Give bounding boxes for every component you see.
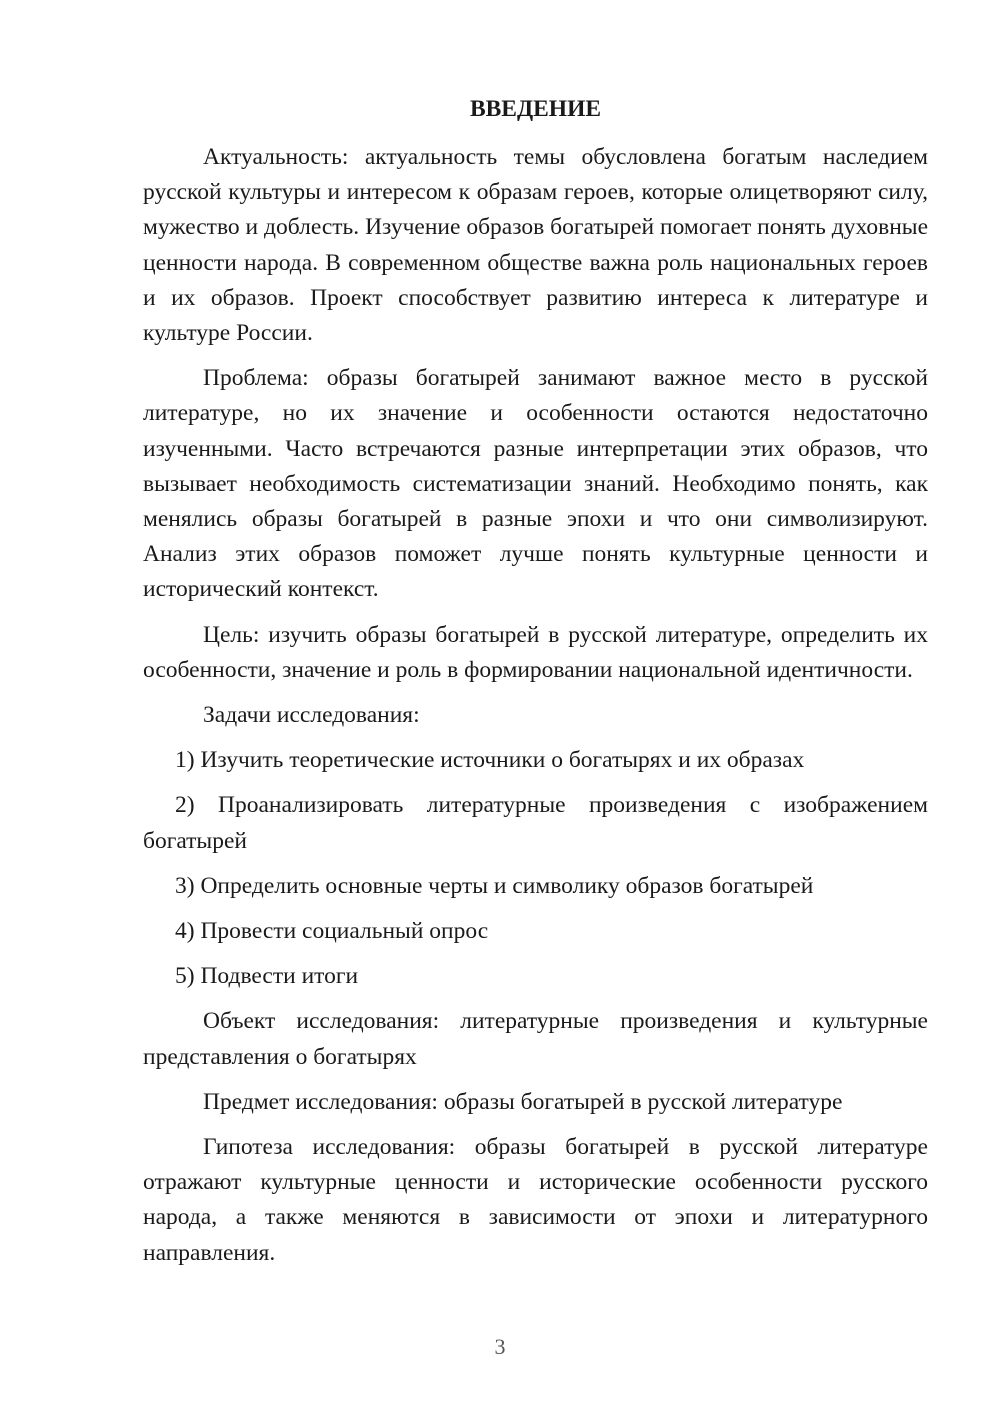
task-item: 5) Подвести итоги (175, 963, 359, 990)
subject-paragraph: Предмет исследования: образы богатырей в русской литературе (203, 1088, 843, 1115)
section-title: ВВЕДЕНИЕ (469, 96, 602, 122)
task-item: 3) Определить основные черты и символику образов богатырей (175, 872, 814, 899)
hypothesis-paragraph: Гипотеза исследования: образы богатырей в русской литературе отражают культурные ценности и исторические особенности русского народа, а также меняются в зависимости от эпохи и литературного направления. (143, 1134, 928, 1266)
document-page (143, 92, 928, 1281)
problem-paragraph: Проблема: образы богатырей занимают важное место в русской литературе, но их значение и особенности остаются недостаточно изученными. Часто встречаются разные интерпретации этих образов, что вызывает необходимость систематизации знаний. Необходимо понять, как менялись образы богатырей в разные эпохи и что они символизируют. Анализ этих образов поможет лучше понять культурные ценности и исторический контекст. (143, 365, 928, 603)
task-item: 2) Проанализировать литературные произведения с изображением богатырей (143, 792, 928, 854)
task-item: 1) Изучить теоретические источники о богатырях и их образах (175, 747, 805, 774)
object-paragraph: Объект исследования: литературные произведения и культурные представления о богатырях (143, 1008, 928, 1070)
task-item: 4) Провести социальный опрос (175, 918, 489, 945)
relevance-paragraph: Актуальность: актуальность темы обусловлена богатым наследием русской культуры и интересом к образам героев, которые олицетворяют силу, мужество и доблесть. Изучение образов богатырей помогает понять духовные ценности народа. В современном обществе важна роль национальных героев и их образов. Проект способствует развитию интереса к литературе и культуре России. (143, 144, 928, 347)
goal-paragraph: Цель: изучить образы богатырей в русской литературе, определить их особенности, значение и роль в формировании национальной идентичности. (143, 621, 928, 683)
page-number: 3 (494, 1334, 506, 1359)
tasks-heading: Задачи исследования: (203, 702, 420, 729)
